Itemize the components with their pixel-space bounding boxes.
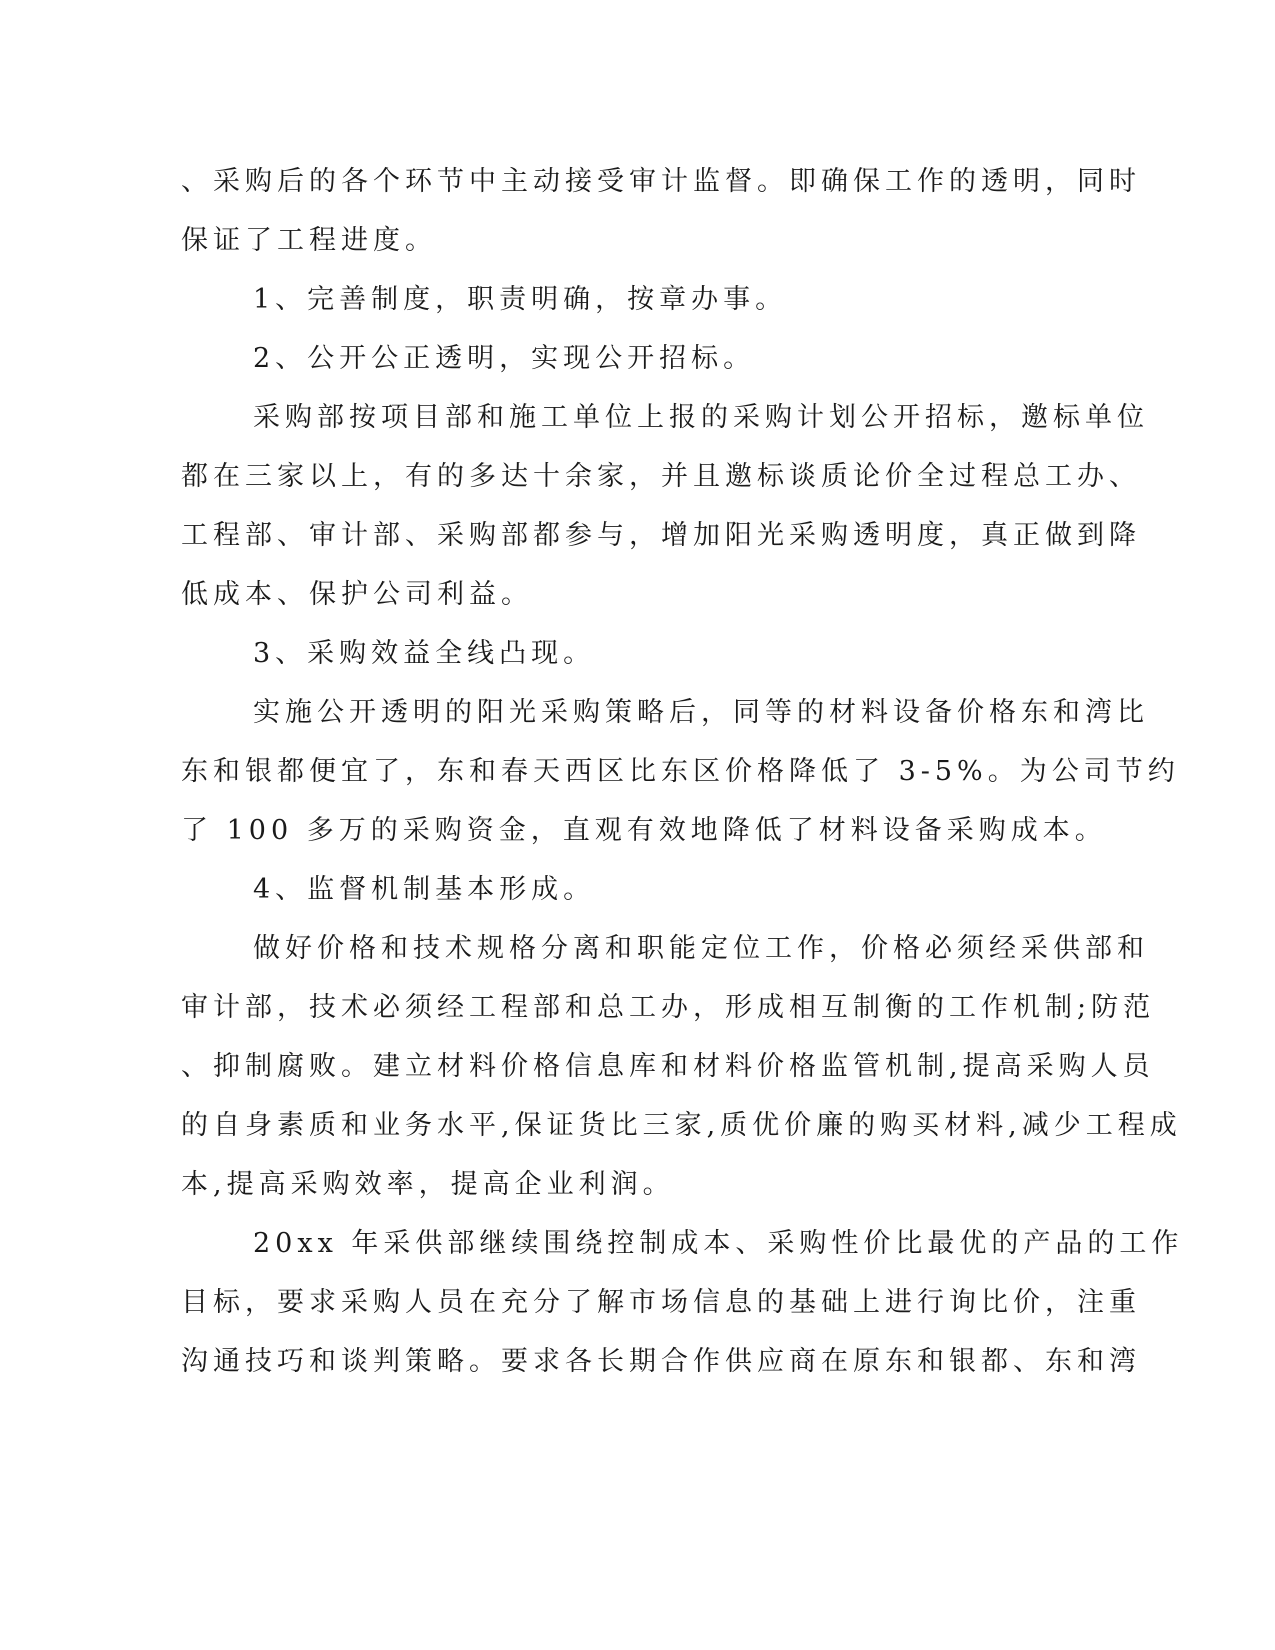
text-line: 20xx 年采供部继续围绕控制成本、采购性价比最优的产品的工作 — [253, 1228, 1184, 1259]
list-item: 4、监督机制基本形成。 — [253, 874, 596, 905]
text-line: 的自身素质和业务水平,保证货比三家,质优价廉的购买材料,减少工程成 — [181, 1110, 1182, 1141]
text-line: 保证了工程进度。 — [181, 225, 437, 256]
text-line: 做好价格和技术规格分离和职能定位工作，价格必须经采供部和 — [253, 933, 1149, 964]
text-line: 东和银都便宜了，东和春天西区比东区价格降低了 3-5%。为公司节约 — [181, 756, 1180, 787]
text-line: 目标，要求采购人员在充分了解市场信息的基础上进行询比价，注重 — [181, 1287, 1141, 1318]
text-line: 低成本、保护公司利益。 — [181, 579, 533, 610]
text-line: 了 100 多万的采购资金，直观有效地降低了材料设备采购成本。 — [181, 815, 1107, 846]
text-line: 沟通技巧和谈判策略。要求各长期合作供应商在原东和银都、东和湾 — [181, 1346, 1141, 1377]
text-line: 、抑制腐败。建立材料价格信息库和材料价格监管机制,提高采购人员 — [181, 1051, 1155, 1082]
text-line: 本,提高采购效率，提高企业利润。 — [181, 1169, 675, 1200]
list-item: 1、完善制度，职责明确，按章办事。 — [253, 284, 788, 315]
text-line: 审计部，技术必须经工程部和总工办，形成相互制衡的工作机制;防范 — [181, 992, 1156, 1023]
list-item: 2、公开公正透明，实现公开招标。 — [253, 343, 756, 374]
list-item: 3、采购效益全线凸现。 — [253, 638, 596, 669]
text-line: 实施公开透明的阳光采购策略后，同等的材料设备价格东和湾比 — [253, 697, 1149, 728]
text-line: 、采购后的各个环节中主动接受审计监督。即确保工作的透明，同时 — [181, 166, 1141, 197]
text-line: 工程部、审计部、采购部都参与，增加阳光采购透明度，真正做到降 — [181, 520, 1141, 551]
text-line: 都在三家以上，有的多达十余家，并且邀标谈质论价全过程总工办、 — [181, 461, 1141, 492]
text-line: 采购部按项目部和施工单位上报的采购计划公开招标，邀标单位 — [253, 402, 1149, 433]
